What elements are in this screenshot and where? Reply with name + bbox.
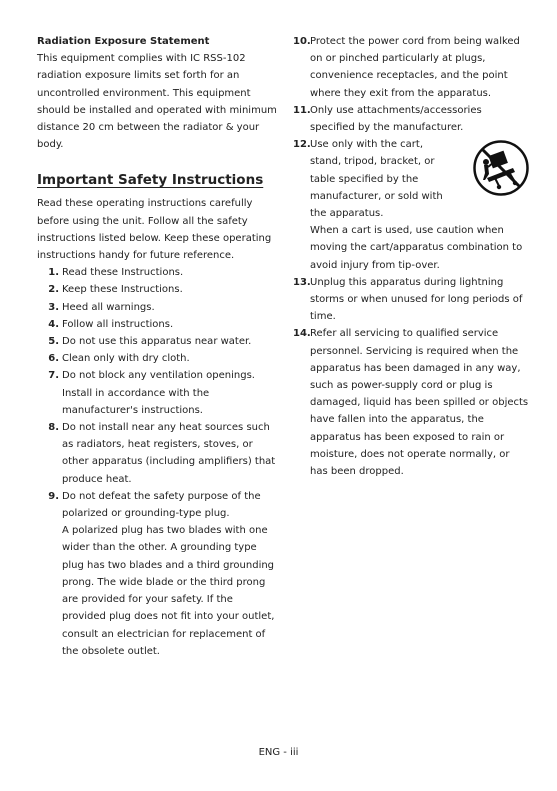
list-item: 1. Read these Instructions. [48, 267, 184, 279]
list-item: 13. Unplug this apparatus during lightning storms or when unused for long periods of time. [293, 276, 523, 323]
list-item: 11. Only use attachments/accessories specified by the manufacturer. [293, 104, 482, 134]
safety-title: Important Safety Instructions [37, 172, 264, 189]
safety-list-left [37, 264, 277, 660]
safety-list-right [293, 33, 529, 480]
safety-intro: Read these operating instructions carefully before using the unit. Follow all the safety instructions listed below. Keep these operating instructions handy for future reference. [37, 198, 272, 262]
list-item: 5. Do not use this apparatus near water. [48, 336, 252, 348]
list-item: 14. Refer all servicing to qualified service personnel. Servicing is required when the apparatus has been damaged in any way, such as power-supply cord or plug is damaged, liquid has been spilled or objects have fallen into the apparatus, the apparatus has been exposed to rain or moisture, does not operate normally, or has been dropped. [293, 328, 529, 478]
list-item: 3. Heed all warnings. [48, 301, 155, 313]
radiation-text: This equipment complies with IC RSS-102 radiation exposure limits set forth for an uncontrolled environment. This equipment should be installed and operated with minimum distance 20 cm between the radiator & your body. [37, 53, 277, 151]
right-column [293, 33, 529, 480]
spacer [37, 153, 277, 170]
radiation-heading: Radiation Exposure Statement [37, 36, 210, 47]
left-column [37, 33, 277, 660]
list-item: 12. Use only with the cart, stand, tripod, bracket, or table specified by the manufacturer, or sold with the apparatus. When a cart is used, use caution when moving the cart/apparatus combination to avoid injury from tip-over. [293, 136, 529, 274]
list-item: 4. Follow all instructions. [48, 318, 174, 330]
list-item: 6. Clean only with dry cloth. [48, 353, 190, 365]
list-item: 7. Do not block any ventilation openings. Install in accordance with the manufacturer's instructions. [48, 370, 255, 416]
list-item: 9. Do not defeat the safety purpose of the polarized or grounding-type plug. A polarized plug has two blades with one wider than the other. A grounding type plug has two blades and a third grounding prong. The wide blade or the third prong are provided for your safety. If the provided plug does not fit into your outlet, consult an electrician for replacement of the obsolete outlet. [48, 490, 275, 657]
page-number: ENG - iii [258, 747, 299, 758]
cart-tip-over-warning-icon [473, 140, 529, 196]
list-item: 8. Do not install near any heat sources such as radiators, heat registers, stoves, or other apparatus (including amplifiers) that produce heat. [48, 422, 276, 485]
list-item: 2. Keep these Instructions. [48, 284, 183, 296]
list-item: 10. Protect the power cord from being walked on or pinched particularly at plugs, convenience receptacles, and the point where they exit from the apparatus. [293, 36, 520, 99]
